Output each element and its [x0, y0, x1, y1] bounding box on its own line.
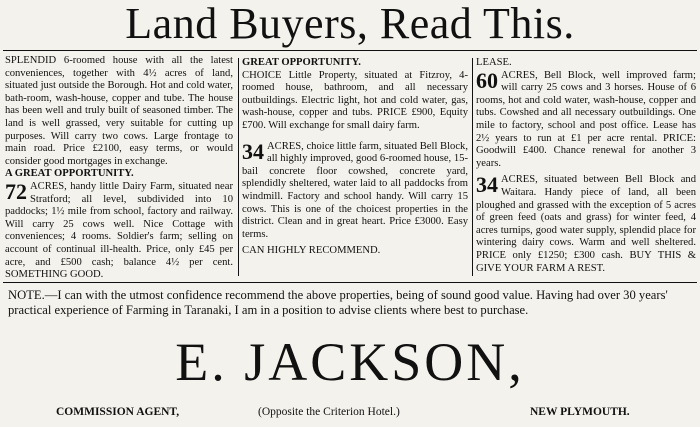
headline: Land Buyers, Read This. [125, 0, 575, 48]
agent-name: E. JACKSON, [175, 332, 525, 392]
footer-left: COMMISSION AGENT, [56, 406, 180, 418]
col2-heading: GREAT OPPORTUNITY. [242, 57, 361, 68]
col3-ad1-text: ACRES, Bell Block, well improved farm; will carry 25 cows and 3 horses. House of 6 rooms, hot and cold water, wash-house, copper and tubs. Cowshed and all necessary outbuildings. One mile to factory, school and post office. Lease has 2½ years to run at £1 per acre rental. PRICE: Goodwill £400. Chance renewal for another 3 years. [476, 69, 696, 169]
col1-ad2-text: ACRES, handy little Dairy Farm, situated near Stratford; all level, subdivided into 10 paddocks; 1½ mile from school, factory and railway. Will carry 25 cows well. Nice Cottage with conveniences; 4 rooms. Soldier's farm; selling on account of continual ill-health. Price, only £45 per acre, and £500 cash; balance 4½ per cent. SOMETHING GOOD. [5, 180, 233, 281]
col3-ad2-number: 34 [476, 172, 498, 198]
column-1 [5, 55, 233, 282]
col1-ad1: SPLENDID 6-roomed house with all the latest conveniences, together with 4½ acres of land, situated just outside the Borough. Hot and cold water, bath-room, wash-house, copper and tube. The house has been well and truly built of seasoned timber. The land is well grassed, very suitable for cutting up purposes. Will carry two cows. Large frontage to main road. Price £2100, easy terms, or would consider good mortgages in exchange. [5, 55, 233, 167]
col2-ad1: CHOICE Little Property, situated at Fitzroy, 4-roomed house, bathroom, and all necessary outbuildings. Electric light, hot and cold water, gas, wash-house, copper and tubs. PRICE £900, Equity £700. Will exchange for small dairy farm. [242, 69, 468, 131]
col2-ad2-text: ACRES, choice little farm, situated Bell Block, all highly improved, good 6-roomed house, 15-bail concrete floor cowshed, concrete yard, splendidly sheltered, water laid to all paddocks from windmill. Factory and school handy. Will carry 15 cows. This is one of the choicest properties in the district. Clean and in great heart. Price £3000. Easy terms. [242, 140, 468, 240]
column-3 [476, 57, 696, 275]
footer-right: NEW PLYMOUTH. [530, 406, 630, 418]
col2-ad2-number: 34 [242, 138, 264, 164]
col1-heading: A GREAT OPPORTUNITY. [5, 168, 134, 180]
col3-ad1-number: 60 [476, 67, 498, 93]
col3-ad2-text: ACRES, situated between Bell Block and Waitara. Handy piece of land, all been ploughed and grassed with the exception of 5 acres of green feed (oats and grass) for winter feed, 4 acres turnips, good water supply, splendid place for wintering dairy cows. Warm and well sheltered. PRICE only £1250; £300 cash. BUY THIS & GIVE YOUR FARM A REST. [476, 174, 696, 274]
col3-ad1 [476, 67, 696, 171]
col3-ad2 [476, 174, 696, 275]
col2-ad2 [242, 138, 468, 242]
column-divider-2 [472, 58, 473, 276]
col1-ad2 [5, 178, 233, 282]
note-paragraph [8, 288, 694, 319]
column-divider-1 [238, 58, 239, 276]
footer-center: (Opposite the Criterion Hotel.) [258, 406, 400, 418]
col3-heading: LEASE. [476, 57, 512, 68]
middle-rule [3, 282, 697, 283]
column-2 [242, 57, 468, 258]
top-rule [3, 50, 697, 51]
col2-footer: CAN HIGHLY RECOMMEND. [242, 245, 381, 257]
col1-ad2-number: 72 [5, 178, 27, 204]
note-text: NOTE.—I can with the utmost confidence recommend the above properties, being of sound good value. Having had over 30 years' practical experience of Farming in Taranaki, I am in a position to advise clients where best to purchase. [8, 288, 668, 318]
